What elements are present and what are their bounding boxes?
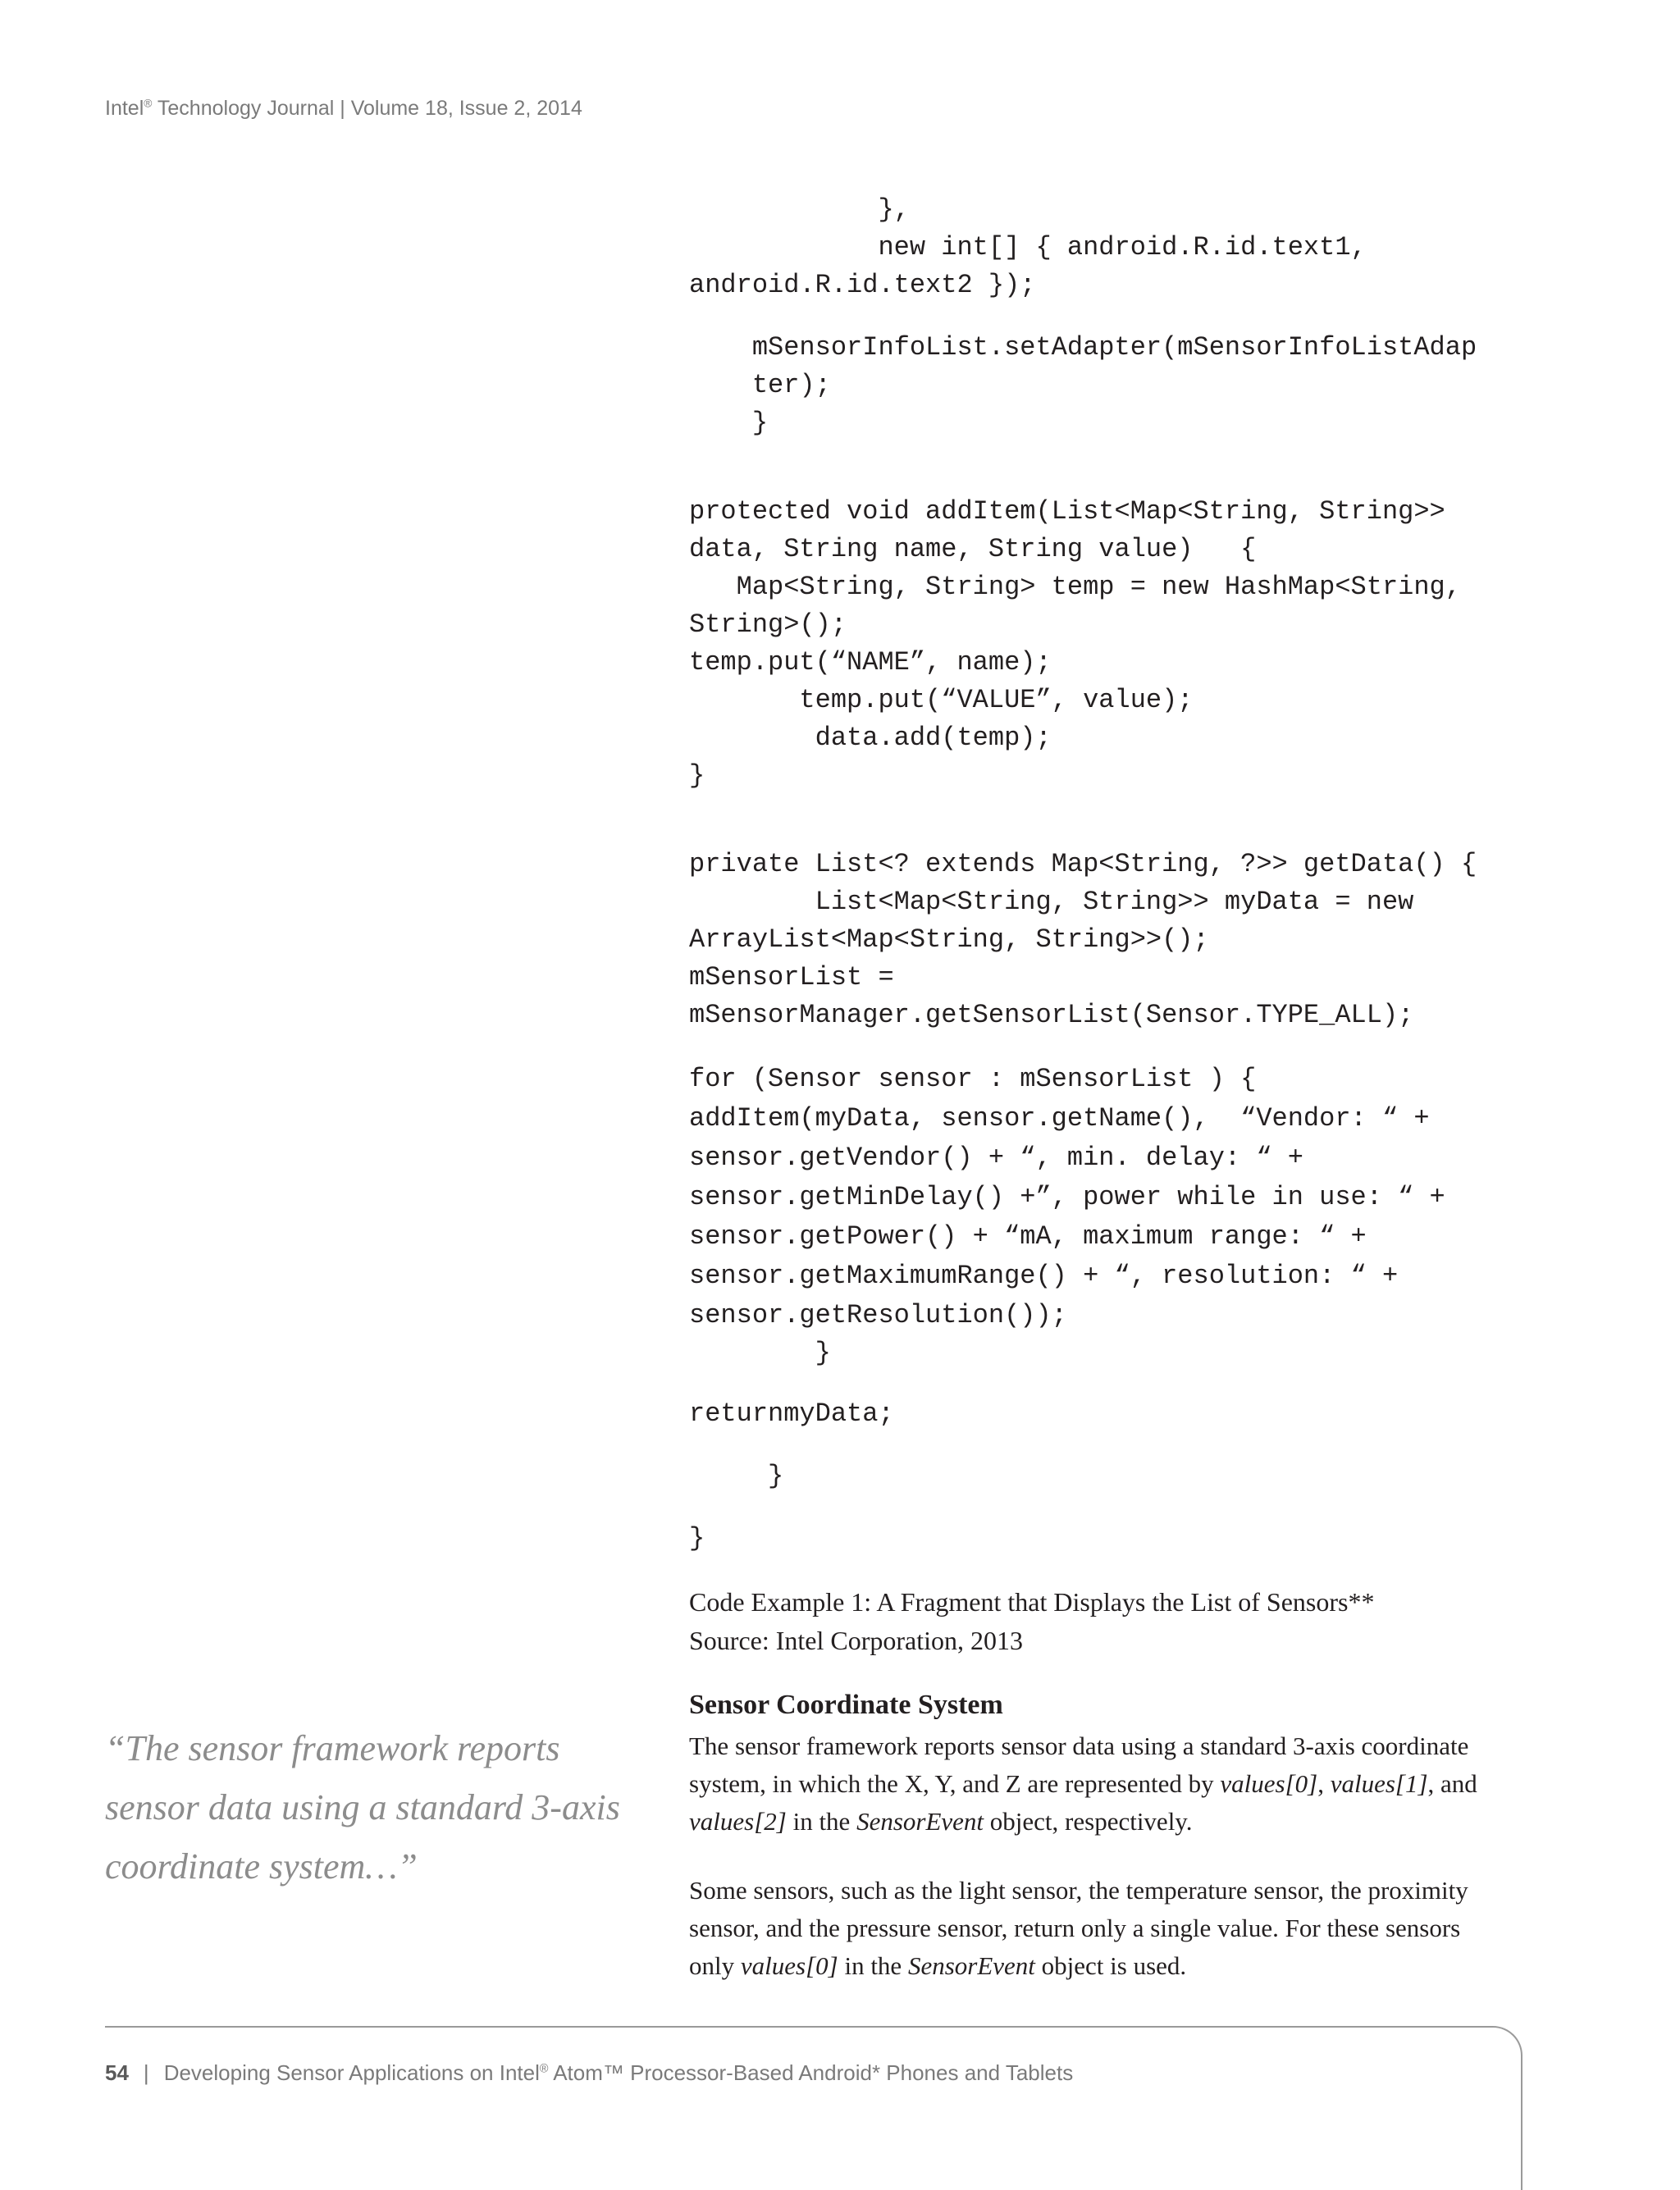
caption-source: Source: Intel Corporation, 2013 — [689, 1626, 1024, 1655]
code-line: }, — [689, 194, 910, 225]
running-footer — [105, 2060, 1073, 2086]
code-line: returnmyData; — [689, 1398, 894, 1429]
code-line: temp.put(“VALUE”, value); — [689, 685, 1194, 715]
code-line: ArrayList<Map<String, String>>(); — [689, 924, 1209, 955]
code-line: } — [689, 408, 769, 438]
article-title-rest: Atom™ Processor-Based Android* Phones and Tablets — [548, 2060, 1074, 2085]
code-line: sensor.getPower() + “mA, maximum range: “ + — [689, 1221, 1367, 1252]
code-line: addItem(myData, sensor.getName(), “Vendor: “ + — [689, 1103, 1430, 1134]
code-line: List<Map<String, String>> myData = new — [689, 887, 1414, 917]
article-title: Developing Sensor Applications on Intel — [163, 2060, 540, 2085]
code-line: sensor.getMaximumRange() + “, resolution: “ + — [689, 1261, 1399, 1291]
code-line: android.R.id.text2 }); — [689, 270, 1036, 300]
code-line: } — [689, 1523, 705, 1554]
code-line: for (Sensor sensor : mSensorList ) { — [689, 1064, 1257, 1094]
code-line: } — [689, 760, 705, 791]
page-number: 54 — [105, 2060, 129, 2085]
journal-brand: Intel — [105, 97, 144, 120]
code-line: } — [689, 1338, 831, 1368]
code-line: temp.put(“NAME”, name); — [689, 647, 1052, 678]
code-line: mSensorList = — [689, 962, 894, 992]
body-paragraph: The sensor framework reports sensor data using a standard 3-axis coordinate system, in which the X, Y, and Z are represented by values[0], values[1], and values[2] in the SensorEvent object, respectively. — [689, 1731, 1477, 1836]
code-example — [689, 0, 1477, 1554]
code-line: String>(); — [689, 609, 847, 640]
section-heading: Sensor Coordinate System — [689, 1690, 1003, 1720]
code-line: sensor.getVendor() + “, min. delay: “ + — [689, 1143, 1303, 1173]
journal-issue: Technology Journal | Volume 18, Issue 2, 2014 — [152, 97, 582, 120]
code-line: ter); — [689, 370, 831, 400]
code-line: data.add(temp); — [689, 723, 1052, 753]
code-caption — [689, 1583, 1374, 1660]
running-header — [105, 97, 582, 121]
footer-separator: | — [143, 2060, 149, 2085]
code-line: new int[] { android.R.id.text1, — [689, 232, 1367, 262]
body-paragraph: Some sensors, such as the light sensor, the temperature sensor, the proximity sensor, and the pressure sensor, return only a single value. For these sensors only values[0] in the SensorEvent object is used. — [689, 1876, 1468, 1980]
code-line: mSensorManager.getSensorList(Sensor.TYPE_ALL); — [689, 1000, 1414, 1030]
code-line: sensor.getMinDelay() +”, power while in use: “ + — [689, 1182, 1445, 1212]
code-line: } — [689, 1461, 784, 1491]
code-line: private List<? extends Map<String, ?>> getData() { — [689, 849, 1477, 879]
footer-rule — [105, 2026, 1522, 2190]
code-line: Map<String, String> temp = new HashMap<String, — [689, 572, 1461, 602]
code-line: mSensorInfoList.setAdapter(mSensorInfoListAdap — [689, 332, 1477, 363]
pull-quote: “The sensor framework reports sensor data using a standard 3-axis coordinate system…” — [105, 1728, 620, 1887]
registered-mark: ® — [144, 97, 153, 110]
code-line: protected void addItem(List<Map<String, String>> — [689, 496, 1445, 527]
caption-title: Code Example 1: A Fragment that Displays the List of Sensors** — [689, 1587, 1375, 1617]
code-line: data, String name, String value) { — [689, 534, 1257, 564]
code-line: sensor.getResolution()); — [689, 1300, 1067, 1330]
registered-mark: ® — [539, 2062, 549, 2076]
